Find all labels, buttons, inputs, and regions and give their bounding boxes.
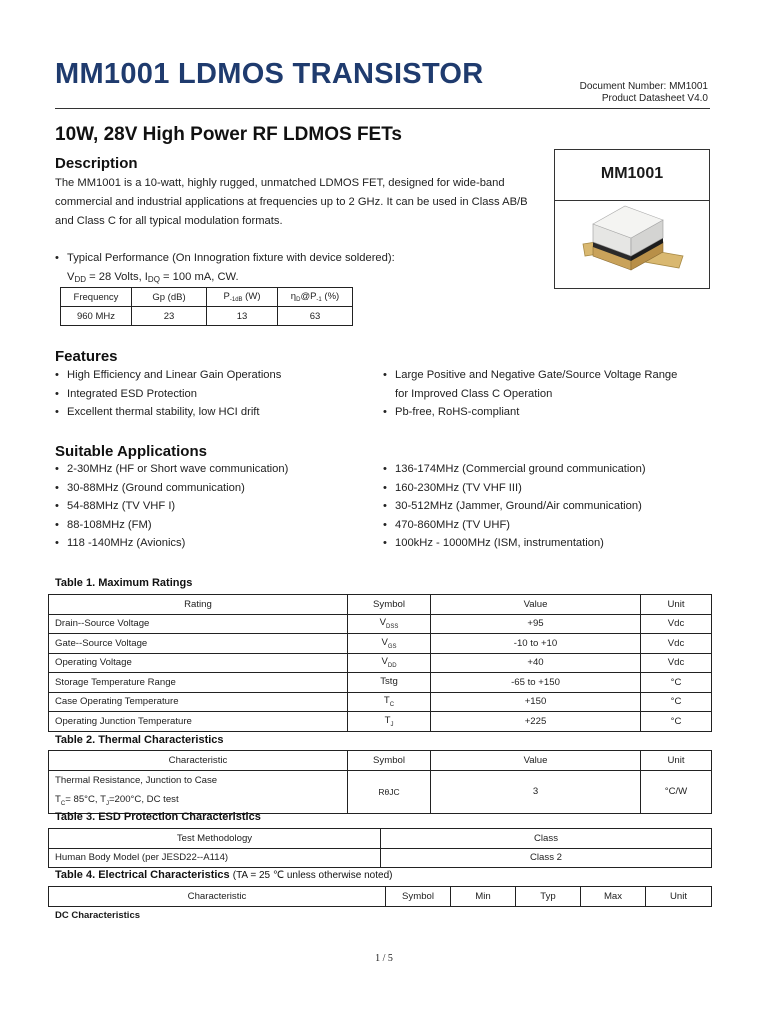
table-cell: 63 (278, 307, 353, 326)
datasheet-version: Product Datasheet V4.0 (601, 93, 708, 104)
header-cell: Max (581, 887, 646, 907)
description-heading: Description (55, 155, 138, 172)
table-cell: Drain--Source Voltage (49, 614, 348, 634)
dc-characteristics-label: DC Characteristics (55, 910, 141, 921)
header-divider (55, 108, 710, 109)
symbol-cell: $T_J$ (348, 712, 431, 732)
list-item: • 136-174MHz (Commercial ground communication) (383, 460, 713, 479)
table-cell: +40 (431, 653, 641, 673)
list-item: • Large Positive and Negative Gate/Source Voltage Range (383, 366, 713, 385)
table-row (49, 848, 712, 868)
table-row (49, 634, 712, 654)
symbol-cell: $V_{DD}$ (348, 653, 431, 673)
header-cell: Characteristic (49, 751, 348, 771)
table-cell: 3 (431, 770, 641, 814)
table-cell: Case Operating Temperature (49, 692, 348, 712)
table-cell: 23 (132, 307, 207, 326)
header-cell: Test Methodology (49, 829, 381, 849)
symbol-cell: $V_{DSS}$ (348, 614, 431, 634)
table-cell: Vdc (641, 614, 712, 634)
list-item: • 100kHz - 1000MHz (ISM, instrumentation) (383, 534, 713, 553)
list-item: • Integrated ESD Protection (55, 385, 375, 404)
table-row (61, 307, 353, 326)
table-cell: Vdc (641, 634, 712, 654)
performance-table (60, 287, 353, 326)
table-cell: 960 MHz (61, 307, 132, 326)
header-cell: Frequency (61, 288, 132, 307)
list-item-continuation: for Improved Class C Operation (395, 387, 553, 400)
table-cell: Gate--Source Voltage (49, 634, 348, 654)
header-cell: Class (381, 829, 712, 849)
list-item: • 470-860MHz (TV UHF) (383, 516, 713, 535)
header-cell: $\eta_D@P_{-1}$ (%) (278, 288, 353, 307)
table-header-row (49, 829, 712, 849)
header-cell: Typ (516, 887, 581, 907)
esd-table (48, 828, 712, 868)
description-text: The MM1001 is a 10-watt, highly rugged, unmatched LDMOS FET, designed for wide-band commercial and industrial applications at frequencies up to 2 GHz. It can be used in Class AB/B and Class C for all typical modulation formats. (55, 177, 528, 227)
table-header-row (49, 595, 712, 615)
header-cell: Unit (646, 887, 712, 907)
list-item: • 2-30MHz (HF or Short wave communication) (55, 460, 375, 479)
table-cell: Human Body Model (per JESD22--A114) (49, 848, 381, 868)
electrical-table (48, 886, 712, 907)
table-row (49, 653, 712, 673)
table-cell: +95 (431, 614, 641, 634)
table-cell: Storage Temperature Range (49, 673, 348, 693)
table3-caption: Table 3. ESD Protection Characteristics (55, 811, 261, 823)
table-header-row (49, 887, 712, 907)
transistor-package-image (575, 204, 691, 284)
table-cell: Thermal Resistance, Junction to Case $T_C= 85^\circ C$, $T_J=200^\circ C$, DC test (49, 770, 348, 814)
table1-caption: Table 1. Maximum Ratings (55, 577, 193, 589)
table-row (49, 614, 712, 634)
page-number: 1 / 5 (375, 953, 393, 964)
list-item: • 88-108MHz (FM) (55, 516, 375, 535)
header-cell: Value (431, 595, 641, 615)
applications-heading: Suitable Applications (55, 443, 207, 460)
table-row (49, 673, 712, 693)
table-cell: Operating Voltage (49, 653, 348, 673)
list-item: • 118 -140MHz (Avionics) (55, 534, 375, 553)
table2-caption: Table 2. Thermal Characteristics (55, 734, 224, 746)
typical-performance (55, 249, 535, 289)
features-right-list (383, 366, 713, 422)
list-item: • 30-512MHz (Jammer, Ground/Air communication) (383, 497, 713, 516)
header-cell: Rating (49, 595, 348, 615)
table-cell: +225 (431, 712, 641, 732)
document-number: Document Number: MM1001 (579, 81, 708, 92)
header-cell: $P_{-1dB}$ (W) (207, 288, 278, 307)
header-cell: Symbol (348, 751, 431, 771)
header-cell: Value (431, 751, 641, 771)
max-ratings-table (48, 594, 712, 732)
header-cell: Characteristic (49, 887, 386, 907)
list-item: • High Efficiency and Linear Gain Operations (55, 366, 375, 385)
table-cell: °C (641, 712, 712, 732)
page-title: MM1001 LDMOS TRANSISTOR (55, 58, 484, 90)
header-cell: Symbol (386, 887, 451, 907)
table-cell: +150 (431, 692, 641, 712)
features-heading: Features (55, 348, 118, 365)
symbol-cell: RθJC (348, 770, 431, 814)
table-cell: °C (641, 692, 712, 712)
table-row (49, 692, 712, 712)
list-item: • 160-230MHz (TV VHF III) (383, 479, 713, 498)
product-box (554, 149, 710, 289)
header-cell: Unit (641, 751, 712, 771)
table-cell: Operating Junction Temperature (49, 712, 348, 732)
table-cell: Class 2 (381, 848, 712, 868)
header-cell: Unit (641, 595, 712, 615)
thermal-table (48, 750, 712, 814)
header-cell: Gp (dB) (132, 288, 207, 307)
table-cell: °C/W (641, 770, 712, 814)
list-item: • Pb-free, RoHS-compliant (383, 403, 713, 422)
symbol-cell: $T_C$ (348, 692, 431, 712)
list-item: • 30-88MHz (Ground communication) (55, 479, 375, 498)
table-cell: Vdc (641, 653, 712, 673)
symbol-cell: $V_{GS}$ (348, 634, 431, 654)
table-cell: -65 to +150 (431, 673, 641, 693)
list-item: • 54-88MHz (TV VHF I) (55, 497, 375, 516)
perf-intro: • Typical Performance (On Innogration fixture with device soldered): (55, 249, 535, 268)
table4-caption: Table 4. Electrical Characteristics (TA = 25 ℃ unless otherwise noted) (55, 869, 393, 881)
applications-right-list (383, 460, 713, 553)
table-cell: °C (641, 673, 712, 693)
product-name: MM1001 (555, 150, 709, 201)
header-cell: Symbol (348, 595, 431, 615)
header-cell: Min (451, 887, 516, 907)
applications-left-list (55, 460, 375, 553)
table-cell: -10 to +10 (431, 634, 641, 654)
table-header-row (61, 288, 353, 307)
table-row (49, 770, 712, 814)
symbol-cell: Tstg (348, 673, 431, 693)
product-subtitle: 10W, 28V High Power RF LDMOS FETs (55, 124, 402, 145)
table-row (49, 712, 712, 732)
features-left-list (55, 366, 375, 422)
table-cell: 13 (207, 307, 278, 326)
list-item: • Excellent thermal stability, low HCI drift (55, 403, 375, 422)
table-header-row (49, 751, 712, 771)
perf-conditions: VDD = 28 Volts, IDQ = 100 mA, CW. (67, 271, 239, 284)
